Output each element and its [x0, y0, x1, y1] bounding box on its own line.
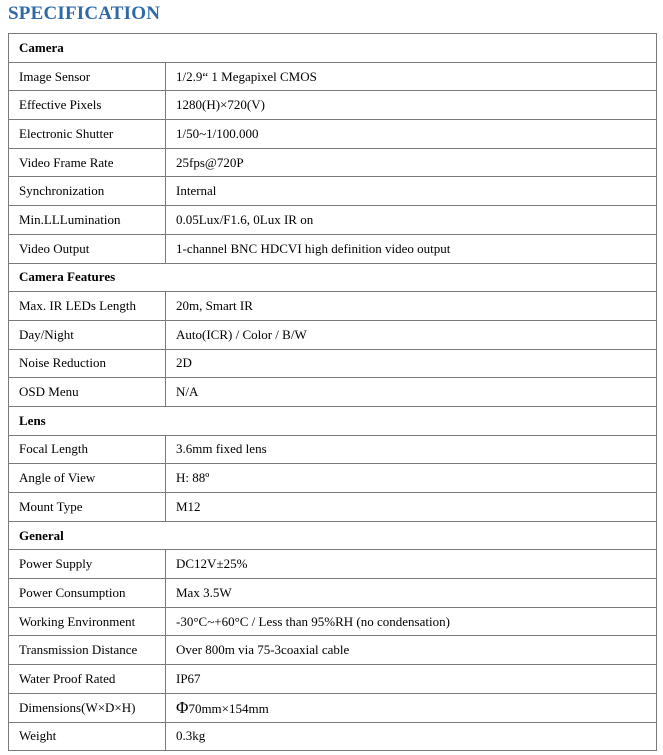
spec-label: Electronic Shutter — [9, 120, 166, 149]
spec-row-transmission-distance — [9, 636, 657, 665]
spec-row-video-output — [9, 234, 657, 263]
section-heading: Lens — [9, 406, 657, 435]
spec-row-mount-type — [9, 493, 657, 522]
spec-value: 1280(H)×720(V) — [166, 91, 657, 120]
spec-label: Working Environment — [9, 607, 166, 636]
spec-label: Weight — [9, 722, 166, 751]
spec-value: 0.05Lux/F1.6, 0Lux IR on — [166, 206, 657, 235]
spec-label: Image Sensor — [9, 62, 166, 91]
spec-value: 1/2.9“ 1 Megapixel CMOS — [166, 62, 657, 91]
spec-row-angle-of-view — [9, 464, 657, 493]
section-header-general — [9, 521, 657, 550]
spec-label: Mount Type — [9, 493, 166, 522]
section-header-camera — [9, 34, 657, 63]
spec-row-noise-reduction — [9, 349, 657, 378]
spec-label: Video Output — [9, 234, 166, 263]
spec-value: H: 88º — [166, 464, 657, 493]
spec-value: Auto(ICR) / Color / B/W — [166, 320, 657, 349]
spec-label: Synchronization — [9, 177, 166, 206]
spec-label: Video Frame Rate — [9, 148, 166, 177]
spec-label: Min.LLLumination — [9, 206, 166, 235]
spec-value: DC12V±25% — [166, 550, 657, 579]
spec-row-dimensions — [9, 693, 657, 722]
spec-label: Transmission Distance — [9, 636, 166, 665]
spec-row-ir-leds-length — [9, 292, 657, 321]
spec-label: Day/Night — [9, 320, 166, 349]
spec-value: 0.3kg — [166, 722, 657, 751]
spec-value: M12 — [166, 493, 657, 522]
spec-label: Water Proof Rated — [9, 665, 166, 694]
spec-row-day-night — [9, 320, 657, 349]
spec-value-cell — [166, 693, 657, 722]
spec-value: 70mm×154mm — [188, 700, 269, 716]
spec-row-osd-menu — [9, 378, 657, 407]
spec-row-effective-pixels — [9, 91, 657, 120]
spec-label: Effective Pixels — [9, 91, 166, 120]
spec-value: N/A — [166, 378, 657, 407]
section-header-lens — [9, 406, 657, 435]
page-title: SPECIFICATION — [8, 3, 161, 24]
spec-label: OSD Menu — [9, 378, 166, 407]
section-heading: Camera — [9, 34, 657, 63]
spec-value: IP67 — [166, 665, 657, 694]
spec-label: Angle of View — [9, 464, 166, 493]
spec-value: 1-channel BNC HDCVI high definition video output — [166, 234, 657, 263]
spec-label: Power Consumption — [9, 579, 166, 608]
spec-value: 2D — [166, 349, 657, 378]
spec-value: 1/50~1/100.000 — [166, 120, 657, 149]
spec-row-min-illumination — [9, 206, 657, 235]
spec-row-power-supply — [9, 550, 657, 579]
section-heading: General — [9, 521, 657, 550]
spec-row-synchronization — [9, 177, 657, 206]
spec-value: Max 3.5W — [166, 579, 657, 608]
spec-label: Focal Length — [9, 435, 166, 464]
spec-row-focal-length — [9, 435, 657, 464]
specification-table — [8, 33, 657, 751]
spec-label: Noise Reduction — [9, 349, 166, 378]
spec-label: Dimensions(W×D×H) — [9, 693, 166, 722]
spec-row-weight — [9, 722, 657, 751]
section-header-camera-features — [9, 263, 657, 292]
diameter-symbol: Φ — [176, 697, 189, 717]
spec-value: 3.6mm fixed lens — [166, 435, 657, 464]
spec-value: 25fps@720P — [166, 148, 657, 177]
spec-value: Over 800m via 75-3coaxial cable — [166, 636, 657, 665]
spec-row-working-environment — [9, 607, 657, 636]
spec-value: 20m, Smart IR — [166, 292, 657, 321]
spec-row-electronic-shutter — [9, 120, 657, 149]
spec-row-image-sensor — [9, 62, 657, 91]
spec-label: Max. IR LEDs Length — [9, 292, 166, 321]
spec-row-power-consumption — [9, 579, 657, 608]
spec-label: Power Supply — [9, 550, 166, 579]
spec-row-video-frame-rate — [9, 148, 657, 177]
spec-row-water-proof-rated — [9, 665, 657, 694]
spec-value: -30°C~+60°C / Less than 95%RH (no condensation) — [166, 607, 657, 636]
spec-value: Internal — [166, 177, 657, 206]
section-heading: Camera Features — [9, 263, 657, 292]
